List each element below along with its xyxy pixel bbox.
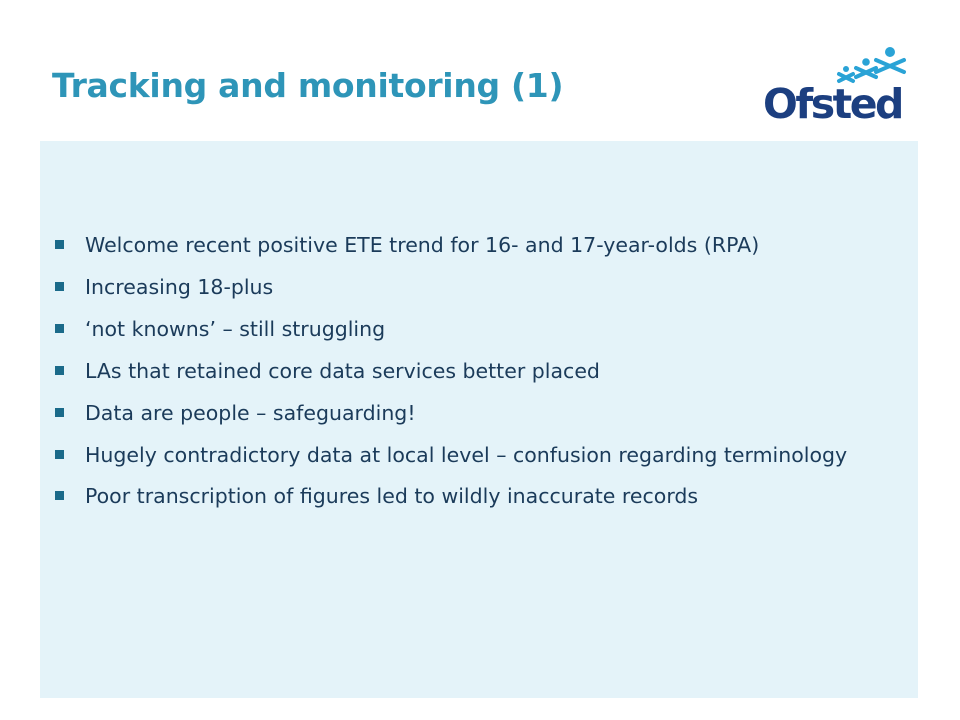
bullet-text: Increasing 18-plus xyxy=(85,275,274,299)
logo-figures-icon xyxy=(839,47,904,81)
list-item xyxy=(40,230,900,261)
logo-wordmark: Ofsted xyxy=(763,80,902,126)
list-item xyxy=(40,356,900,387)
square-bullet-icon xyxy=(55,491,64,500)
list-item xyxy=(40,440,900,470)
list-item xyxy=(40,398,900,429)
bullet-text: ‘not knowns’ – still struggling xyxy=(85,317,386,341)
content-panel xyxy=(40,141,918,698)
square-bullet-icon xyxy=(55,366,64,375)
square-bullet-icon xyxy=(55,450,64,459)
square-bullet-icon xyxy=(55,240,64,249)
square-bullet-icon xyxy=(55,324,64,333)
bullet-text: Data are people – safeguarding! xyxy=(85,401,416,425)
bullet-list xyxy=(40,230,900,523)
bullet-text: Poor transcription of figures led to wildly inaccurate records xyxy=(85,484,699,508)
square-bullet-icon xyxy=(55,408,64,417)
bullet-text: LAs that retained core data services better placed xyxy=(85,359,600,383)
slide-title: Tracking and monitoring (1) xyxy=(52,66,564,105)
list-item xyxy=(40,314,900,345)
list-item xyxy=(40,481,900,512)
bullet-text: Welcome recent positive ETE trend for 16- and 17-year-olds (RPA) xyxy=(85,233,760,257)
ofsted-logo xyxy=(760,44,916,126)
square-bullet-icon xyxy=(55,282,64,291)
bullet-text: Hugely contradictory data at local level – confusion regarding terminology xyxy=(85,443,848,467)
list-item xyxy=(40,272,900,303)
